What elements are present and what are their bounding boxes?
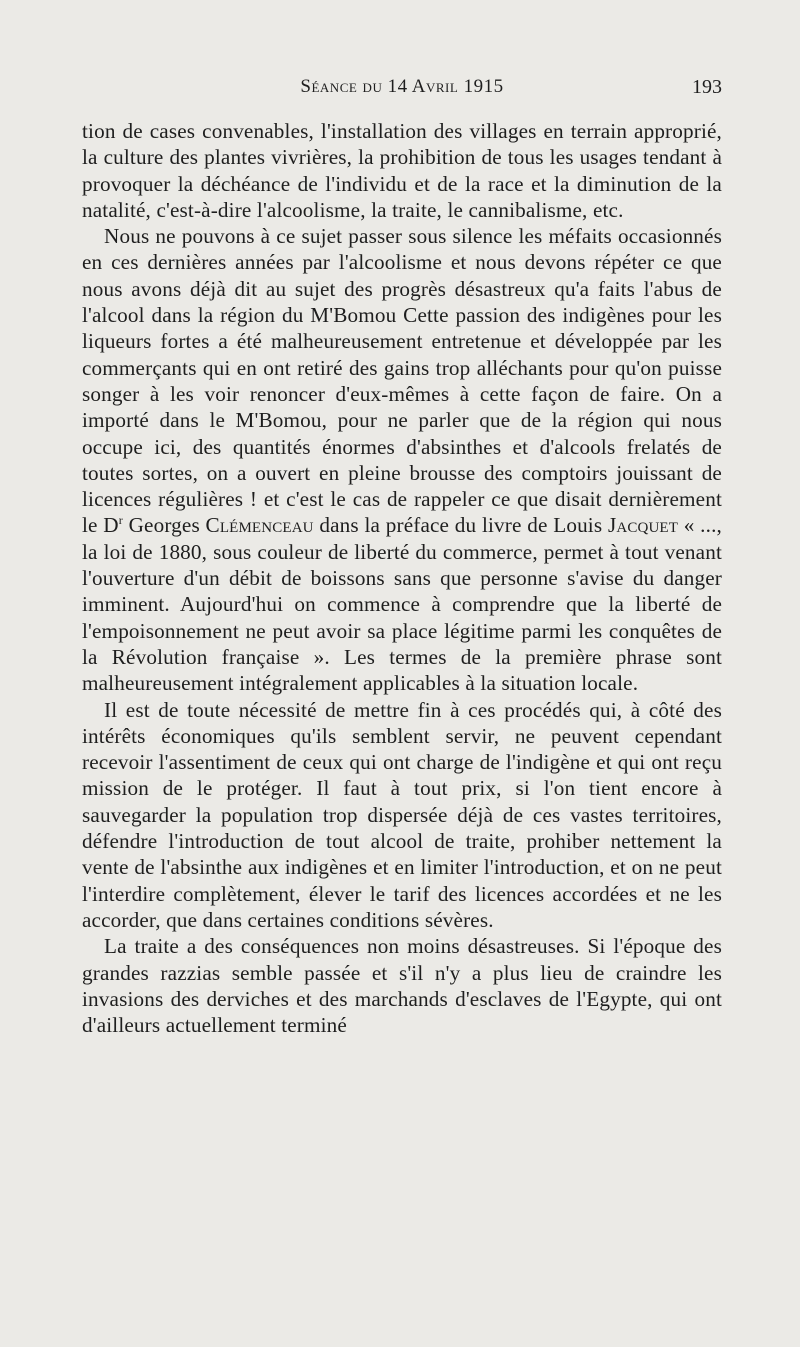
paragraph-2-text-b: Georges xyxy=(122,513,206,538)
paragraph-2 xyxy=(82,223,722,696)
author-name-clemenceau: Clémenceau xyxy=(205,513,314,538)
paragraph-3: Il est de toute nécessité de mettre fin à ces procédés qui, à côté des intérêts économiques qu'ils semblent servir, ne peuvent cependant recevoir l'assentiment de ceux qui ont charge de l'indigène et qui ont reçu mission de le protéger. Il faut à tout prix, si l'on tient encore à sauvegarder la population trop dispersée déjà de ces vastes territoires, défendre l'introduction de tout alcool de traite, prohiber nettement la vente de l'absinthe aux indigènes et en limiter l'introduction, et on ne peut l'interdire complètement, élever le tarif des licences accordées et ne les accorder, que dans certaines conditions sévères. xyxy=(82,697,722,932)
page-header xyxy=(82,76,722,100)
page-number: 193 xyxy=(692,76,722,98)
paragraph-2-text-a: Nous ne pouvons à ce sujet passer sous silence les méfaits occasionnés en ces dernières années par l'alcoolisme et nous devons répéter ce que nous avons déjà dit au sujet des progrès désastreux qu'a faits l'abus de l'alcool dans la région du M'Bomou Cette passion des indigènes pour les liqueurs fortes a été malheureusement entretenue et développée par les commerçants qui en ont retiré des gains trop alléchants pour qu'on puisse songer à les voir renoncer d'eux-mêmes à cette façon de faire. On a importé dans le M'Bomou, pour ne parler que de la région qui nous occupe ici, des quantités énormes d'absinthes et d'alcools frelatés de toutes sortes, on a ouvert en pleine brousse des comptoirs jouissant de licences régulières ! et c'est le cas de rappeler ce que disait dernièrement le D xyxy=(82,224,722,538)
paragraph-1: tion de cases convenables, l'installation des villages en terrain approprié, la culture des plantes vivrières, la prohibition de tous les usages tendant à provoquer la déchéance de l'individu et de la race et la diminution de la natalité, c'est-à-dire l'alcoolisme, la traite, le cannibalisme, etc. xyxy=(82,119,722,222)
doctor-superscript: r xyxy=(118,513,123,528)
paragraph-4: La traite a des conséquences non moins désastreuses. Si l'époque des grandes razzias semble passée et s'il n'y a plus lieu de craindre les invasions des derviches et des marchands d'esclaves de l'Egypte, qui ont d'ailleurs actuellement terminé xyxy=(82,934,722,1038)
paragraph-2-text-d: « ..., la loi de 1880, sous couleur de liberté du commerce, permet à tout venant l'ouverture d'un débit de boissons sans que personne s'avise du danger imminent. Aujourd'hui on commence à comprendre que la liberté de l'empoisonnement ne peut avoir sa place légitime parmi les conquêtes de la Révolution française ». Les termes de la première phrase sont malheureusement intégralement applicables à la situation locale. xyxy=(82,513,722,696)
author-name-jacquet: Jacquet xyxy=(607,513,679,538)
paragraph-2-text-c: dans la préface du livre de Louis xyxy=(313,513,608,538)
running-head: Séance du 14 Avril 1915 xyxy=(300,76,504,97)
body-text xyxy=(82,118,722,1038)
